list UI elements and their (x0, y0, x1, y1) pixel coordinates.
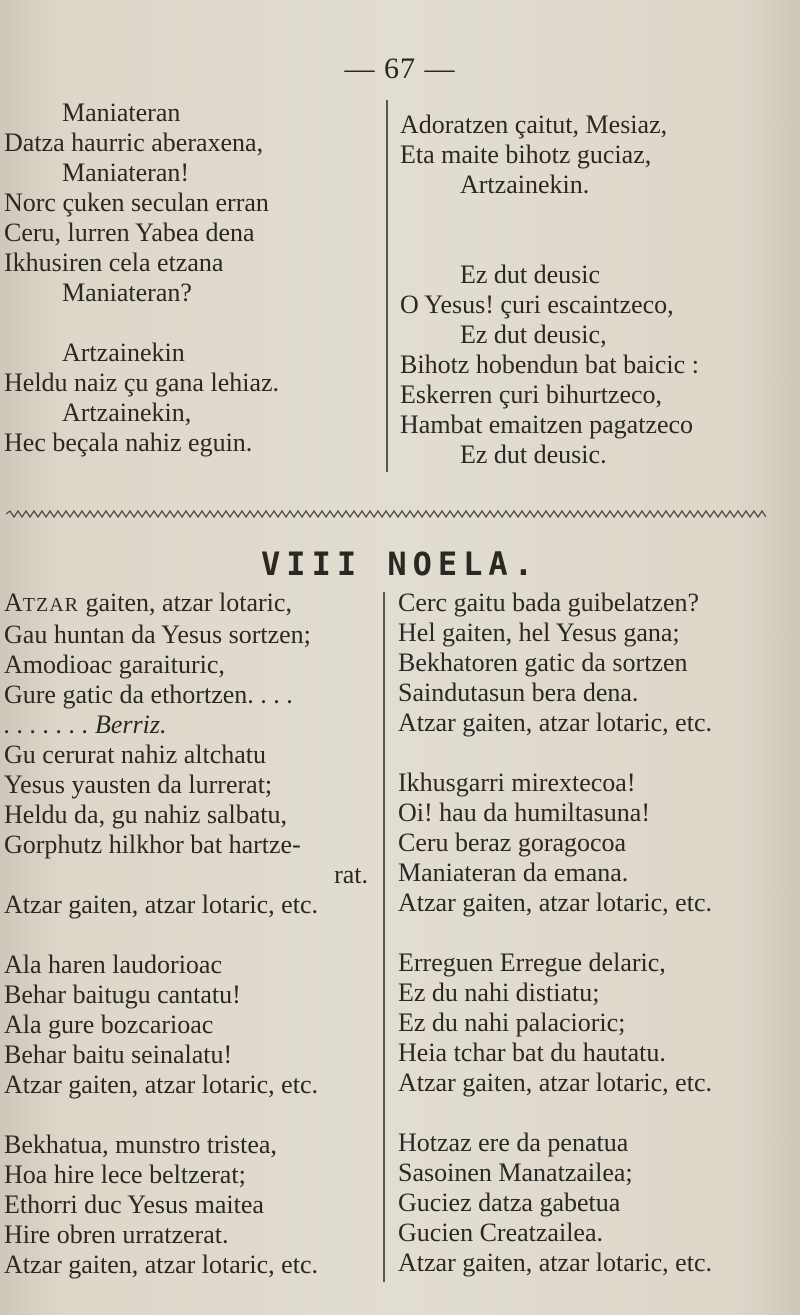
verse-line: Atzar gaiten, atzar lotaric, etc. (398, 708, 712, 737)
verse-line: Atzar gaiten, atzar lotaric, etc. (398, 888, 712, 917)
bottom-column-rule (383, 592, 385, 1282)
line-rest: gaiten, atzar lotaric, (79, 588, 292, 617)
verse-line: Hire obren urratzerat. (4, 1220, 229, 1249)
verse-line: Ez dut deusic, (460, 320, 607, 349)
top-column-rule (386, 100, 388, 472)
verse-line: Saindutasun bera dena. (398, 678, 639, 707)
small-caps-word: TZAR (22, 594, 79, 616)
verse-line: Atzar gaiten, atzar lotaric, etc. (4, 890, 318, 919)
stanza-gap (4, 920, 368, 950)
verse-line: Atzar gaiten, atzar lotaric, etc. (4, 1070, 318, 1099)
verse-line: Behar baitugu cantatu! (4, 980, 241, 1009)
verse-line: Gure gatic da ethortzen. . . . (4, 680, 293, 709)
verse-line: Hoa hire lece beltzerat; (4, 1160, 246, 1189)
verse-line: Maniateran (62, 98, 181, 127)
verse-line: Heldu naiz çu gana lehiaz. (4, 368, 280, 397)
verse-line: Maniateran? (62, 278, 192, 307)
verse-line: Artzainekin. (460, 170, 590, 199)
stanza-gap (4, 1100, 368, 1130)
bottom-left-column (4, 588, 368, 1280)
verse-line: Gu cerurat nahiz altchatu (4, 740, 267, 769)
verse-line: Ceru, lurren Yabea dena (4, 218, 255, 247)
verse-line: Oi! hau da humiltasuna! (398, 798, 650, 827)
verse-line: Hotzaz ere da penatua (398, 1128, 629, 1157)
verse-line: rat. (334, 860, 368, 889)
verse-line: Heia tchar bat du hautatu. (398, 1038, 666, 1067)
verse-line: Ceru beraz goragocoa (398, 828, 627, 857)
verse-line: Guciez datza gabetua (398, 1188, 621, 1217)
top-left-column (4, 98, 376, 458)
verse-line: Ala gure bozcarioac (4, 1010, 214, 1039)
verse-line: Adoratzen çaitut, Mesiaz, (400, 110, 668, 139)
verse-line: Ez du nahi distiatu; (398, 978, 600, 1007)
initial-letter: A (4, 588, 23, 617)
bottom-right-column (398, 588, 793, 1278)
verse-line: Maniateran da emana. (398, 858, 629, 887)
verse-line: Atzar gaiten, atzar lotaric, etc. (4, 1250, 318, 1279)
wavy-divider (6, 510, 766, 518)
page-number: — 67 — (344, 52, 456, 85)
verse-line: Heldu da, gu nahiz salbatu, (4, 800, 288, 829)
verse-line (4, 588, 368, 620)
verse-line: Datza haurric aberaxena, (4, 128, 264, 157)
verse-line: O Yesus! çuri escaintzeco, (400, 290, 674, 319)
verse-line: Bekhatoren gatic da sortzen (398, 648, 688, 677)
stanza-gap (398, 918, 793, 948)
stanza-gap (400, 200, 790, 260)
verse-line: Gucien Creatzailea. (398, 1218, 603, 1247)
stanza-gap (398, 1098, 793, 1128)
verse-line: Atzar gaiten, atzar lotaric, etc. (398, 1068, 712, 1097)
verse-line: Artzainekin (62, 338, 185, 367)
stanza-gap (398, 738, 793, 768)
verse-line: Behar baitu seinalatu! (4, 1040, 233, 1069)
verse-line: Hambat emaitzen pagatzeco (400, 410, 694, 439)
verse-line: Cerc gaitu bada guibelatzen? (398, 588, 700, 617)
verse-line: Ikhusgarri mirextecoa! (398, 768, 636, 797)
verse-line: Maniateran! (62, 158, 190, 187)
verse-line: Eta maite bihotz guciaz, (400, 140, 652, 169)
section-heading: VIII NOELA. (261, 545, 539, 583)
verse-line: Ez dut deusic (460, 260, 601, 289)
verse-line: Sasoinen Manatzailea; (398, 1158, 633, 1187)
verse-line: Hel gaiten, hel Yesus gana; (398, 618, 680, 647)
verse-line: Eskerren çuri bihurtzeco, (400, 380, 663, 409)
verse-line: Ez dut deusic. (460, 440, 607, 469)
stanza-gap (4, 308, 376, 338)
verse-line: Bekhatua, munstro tristea, (4, 1130, 277, 1159)
verse-line: Yesus yausten da lurrerat; (4, 770, 273, 799)
verse-line: Ikhusiren cela etzana (4, 248, 224, 277)
verse-line: Amodioac garaituric, (4, 650, 225, 679)
top-right-column (400, 110, 790, 470)
verse-line: Ez du nahi palacioric; (398, 1008, 626, 1037)
verse-line: Artzainekin, (62, 398, 192, 427)
verse-line: Bihotz hobendun bat baicic : (400, 350, 699, 379)
verse-line: Hec beçala nahiz eguin. (4, 428, 253, 457)
verse-line: Gorphutz hilkhor bat hartze- (4, 830, 301, 859)
verse-line: Norc çuken seculan erran (4, 188, 269, 217)
verse-line: Ethorri duc Yesus maitea (4, 1190, 264, 1219)
verse-line: Ala haren laudorioac (4, 950, 223, 979)
verse-line: . . . . . . . Berriz. (4, 710, 167, 739)
verse-line: Atzar gaiten, atzar lotaric, etc. (398, 1248, 712, 1277)
verse-line: Erreguen Erregue delaric, (398, 948, 666, 977)
verse-line: Gau huntan da Yesus sortzen; (4, 620, 311, 649)
